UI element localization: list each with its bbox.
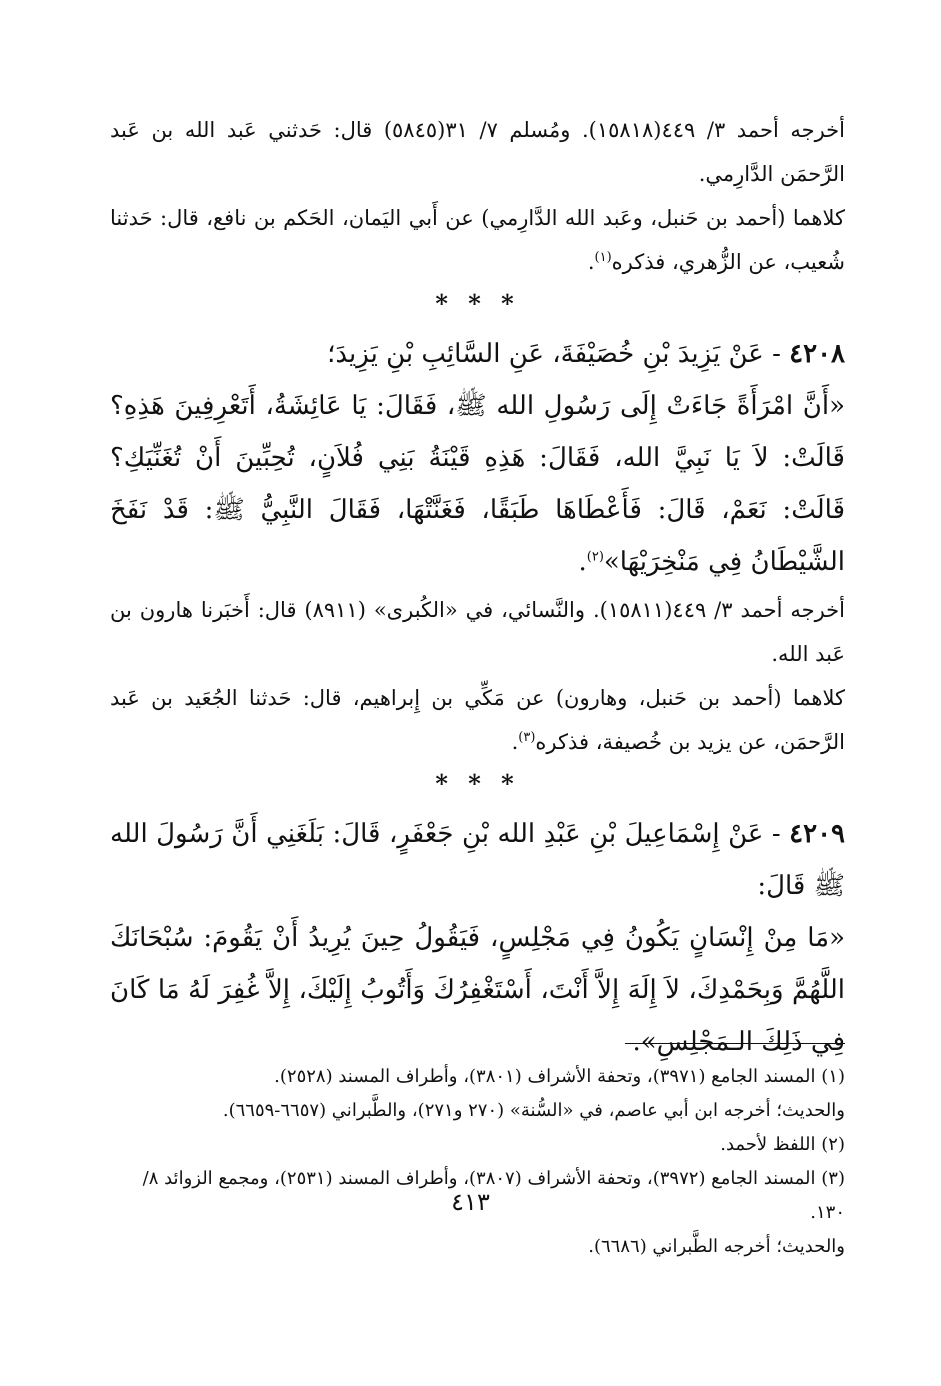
takhrij-paragraph	[110, 108, 845, 196]
chain-text: كلاهما (أحمد بن حَنبل، وهارون) عن مَكِّي بن إِبراهيم، قال: حَدثنا الجُعَيد بن عَبد الرَّحمَن، عن يزيد بن خُصيفة، فذكره	[110, 686, 845, 754]
footnotes	[110, 1060, 845, 1264]
hadith-number: ٤٢٠٩	[789, 819, 845, 849]
footnote-ref[interactable]: (١)	[594, 250, 612, 265]
hadith-4208-chain	[110, 328, 845, 380]
footnote-3: (٣) المسند الجامع (٣٩٧٢)، وتحفة الأشراف (٣٨٠٧)، وأطراف المسند (٢٥٣١)، ومجمع الزوائد ٨/ ١٣٠.	[142, 1168, 845, 1223]
chain-text: كلاهما (أحمد بن حَنبل، وعَبد الله الدَّارِمي) عن أَبي اليَمان، الحَكم بن نافع، قال: حَدثنا شُعيب، عن الزُّهري، فذكره	[110, 206, 845, 274]
footnote-3-continued: والحديث؛ أخرجه الطَّبراني (٦٦٨٦).	[588, 1236, 845, 1257]
takhrij-text: أخرجه أحمد ٣/ ٤٤٩(١٥٨١٨). ومُسلم ٧/ ٣١(٥٨٤٥) قال: حَدثني عَبد الله بن عَبد الرَّحمَن الدَّارِمي.	[110, 118, 845, 186]
footnote-divider	[625, 1043, 845, 1044]
hadith-4209-matn	[110, 912, 845, 1068]
chain-paragraph: كلاهما (أحمد بن حَنبل، وعَبد الله الدَّارِمي) عن أَبي اليَمان، الحَكم بن نافع، قال: حَدثنا شُعيب، عن الزُّهري، فذكره$^{(١)}$.	[110, 206, 845, 274]
footnote-2: (٢) اللفظ لأحمد.	[720, 1134, 845, 1155]
hadith-matn-text: «أَنَّ امْرَأَةً جَاءَتْ إِلَى رَسُولِ الله ﷺ، فَقَالَ: يَا عَائِشَةُ، أَتَعْرِفِينَ هَذِهِ؟ قَالَتْ: لاَ يَا نَبِيَّ الله، فَقَالَ: هَذِهِ قَيْنَةُ بَنِي فُلاَنٍ، تُحِبِّينَ أَنْ تُغَنِّيَكِ؟ قَالَتْ: نَعَمْ، قَالَ: فَأَعْطَاهَا طَبَقًا، فَغَنَّتْهَا، فَقَالَ النَّبِيُّ ﷺ: قَدْ نَفَخَ الشَّيْطَانُ فِي مَنْخِرَيْهَا»	[110, 391, 845, 577]
takhrij-text: أخرجه أحمد ٣/ ٤٤٩(١٥٨١١). والنَّسائي، في «الكُبرى» (٨٩١١) قال: أَخبَرنا هارون بن عَبد الله.	[110, 598, 845, 666]
page-number: ٤١٣	[451, 1188, 490, 1216]
separator: * * *	[435, 769, 520, 798]
footnote-1-continued: والحديث؛ أخرجه ابن أبي عاصم، في «السُّنة» (٢٧٠ و٢٧١)، والطَّبراني (٦٦٥٧-٦٦٥٩).	[222, 1100, 845, 1121]
hadith-number: ٤٢٠٨	[789, 339, 845, 369]
footnote-1: (١) المسند الجامع (٣٩٧١)، وتحفة الأشراف (٣٨٠١)، وأطراف المسند (٢٥٢٨).	[274, 1066, 845, 1087]
hadith-matn-text: «مَا مِنْ إِنْسَانٍ يَكُونُ فِي مَجْلِسٍ، فَيَقُولُ حِينَ يُرِيدُ أَنْ يَقُومَ: سُبْحَانَكَ اللَّهُمَّ وَبِحَمْدِكَ، لاَ إِلَهَ إِلاَّ أَنْتَ، أَسْتَغْفِرُكَ وَأَتُوبُ إِلَيْكَ، إِلاَّ غُفِرَ لَهُ مَا كَانَ فِي ذَلِكَ الـمَجْلِسِ».	[110, 923, 845, 1057]
hadith-chain-text: - عَنْ إِسْمَاعِيلَ بْنِ عَبْدِ الله بْنِ جَعْفَرٍ، قَالَ: بَلَغَنِي أَنَّ رَسُولَ الله ﷺ قَالَ:	[110, 819, 845, 901]
separator: * * *	[435, 289, 520, 318]
hadith-4208-chains: كلاهما (أحمد بن حَنبل، وهارون) عن مَكِّي بن إِبراهيم، قال: حَدثنا الجُعَيد بن عَبد الرَّحمَن، عن يزيد بن خُصيفة، فذكره$^{(٣)}$.	[110, 686, 845, 754]
footnote-ref[interactable]: (٢)	[586, 549, 604, 565]
hadith-4208-matn: «أَنَّ امْرَأَةً جَاءَتْ إِلَى رَسُولِ الله ﷺ، فَقَالَ: يَا عَائِشَةُ، أَتَعْرِفِينَ هَذِهِ؟ قَالَتْ: لاَ يَا نَبِيَّ الله، فَقَالَ: هَذِهِ قَيْنَةُ بَنِي فُلاَنٍ، تُحِبِّينَ أَنْ تُغَنِّيَكِ؟ قَالَتْ: نَعَمْ، قَالَ: فَأَعْطَاهَا طَبَقًا، فَغَنَّتْهَا، فَقَالَ النَّبِيُّ ﷺ: قَدْ نَفَخَ الشَّيْطَانُ فِي مَنْخِرَيْهَا»$^{(٢)}$.	[110, 391, 845, 577]
hadith-chain-text: - عَنْ يَزِيدَ بْنِ خُصَيْفَةَ، عَنِ السَّائِبِ بْنِ يَزِيدَ؛	[327, 339, 781, 369]
footnote-ref[interactable]: (٣)	[518, 730, 536, 745]
hadith-4209-chain	[110, 808, 845, 912]
hadith-4208-takhrij	[110, 588, 845, 676]
